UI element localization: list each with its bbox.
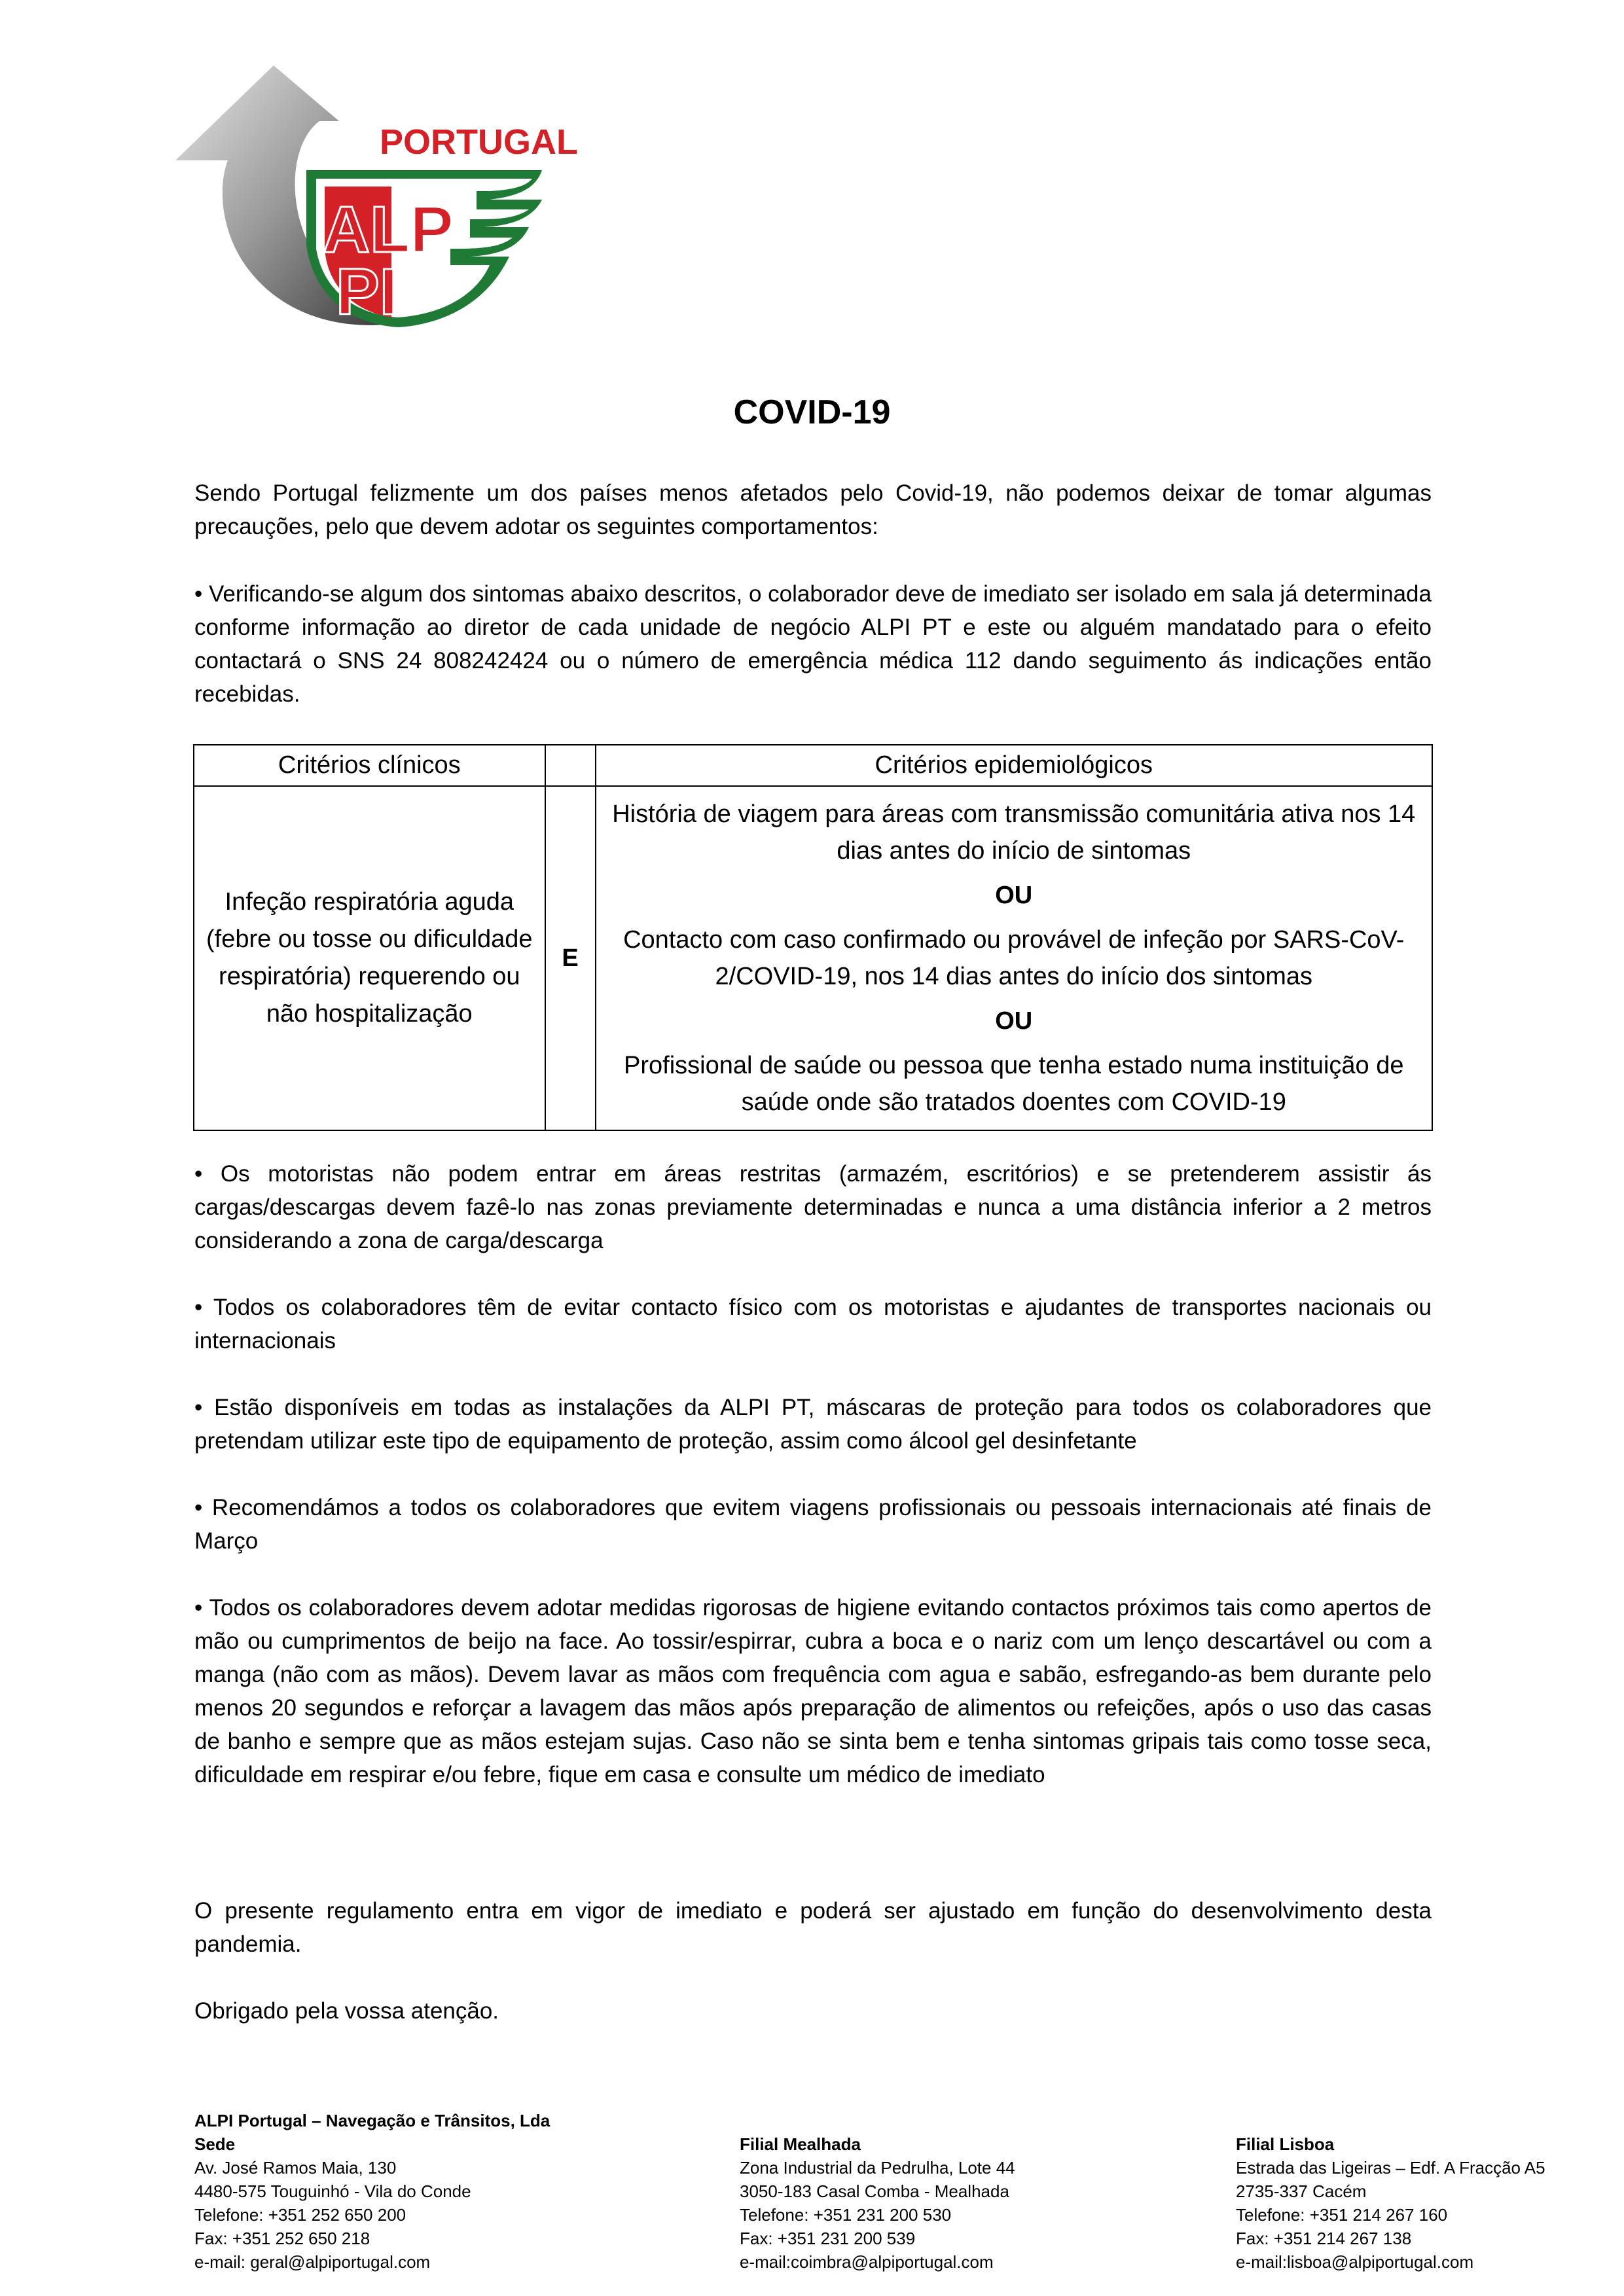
alpi-portugal-logo — [175, 62, 578, 337]
footer-lisboa — [1236, 2132, 1545, 2274]
footer-lisboa-address2: 2735-337 Cacém — [1236, 2181, 1367, 2201]
footer-sede-address1: Av. José Ramos Maia, 130 — [194, 2158, 397, 2178]
footer-sede-label: Sede — [194, 2134, 236, 2154]
closing-paragraph: O presente regulamento entra em vigor de imediato e poderá ser ajustado em função do desenvolvimento desta pandemia. — [194, 1898, 1432, 1957]
header-empty — [545, 745, 596, 786]
bullet-travel: • Recomendámos a todos os colaboradores que evitem viagens profissionais ou pessoais internacionais até finais de Março — [194, 1495, 1432, 1554]
footer-sede-email: e-mail: geral@alpiportugal.com — [194, 2252, 431, 2272]
footer-mealhada-address1: Zona Industrial da Pedrulha, Lote 44 — [740, 2158, 1015, 2178]
footer-lisboa-email: e-mail:lisboa@alpiportugal.com — [1236, 2252, 1474, 2272]
footer-company: ALPI Portugal – Navegação e Trânsitos, Lda — [194, 2111, 550, 2130]
footer-mealhada-fax: Fax: +351 231 200 539 — [740, 2229, 916, 2248]
epidemiological-criteria — [596, 786, 1432, 1130]
clinical-criteria — [194, 786, 545, 1130]
epi-health-professional: Profissional de saúde ou pessoa que tenha estado numa instituição de saúde onde são tratados doentes com COVID-19 — [624, 1052, 1404, 1116]
logo-portugal-text: PORTUGAL — [380, 122, 578, 162]
or-label: OU — [995, 882, 1033, 909]
bullet-contact: • Todos os colaboradores têm de evitar contacto físico com os motoristas e ajudantes de transportes nacionais ou internacionais — [194, 1295, 1432, 1354]
intro-paragraph: Sendo Portugal felizmente um dos países menos afetados pelo Covid-19, não podemos deixar de tomar algumas precauções, pelo que devem adotar os seguintes comportamentos: — [194, 480, 1432, 539]
connector-and: E — [545, 786, 596, 1130]
footer-lisboa-label: Filial Lisboa — [1236, 2134, 1335, 2154]
logo-pi-text: PI — [336, 255, 398, 329]
footer-mealhada-address2: 3050-183 Casal Comba - Mealhada — [740, 2181, 1009, 2201]
bullet-masks: • Estão disponíveis em todas as instalações da ALPI PT, máscaras de proteção para todos os colaboradores que pretendam utilizar este tipo de equipamento de proteção, assim como álcool gel desinfetante — [194, 1395, 1432, 1454]
footer-lisboa-address1: Estrada das Ligeiras – Edf. A Fracção A5 — [1236, 2158, 1545, 2178]
footer-lisboa-fax: Fax: +351 214 267 138 — [1236, 2229, 1412, 2248]
footer-mealhada-email: e-mail:coimbra@alpiportugal.com — [740, 2252, 994, 2272]
clinical-text: Infeção respiratória aguda (febre ou tosse ou dificuldade respiratória) requerendo ou não hospitalização — [206, 888, 533, 1028]
footer-mealhada — [740, 2132, 1015, 2274]
page-title: COVID-19 — [733, 393, 891, 431]
thanks-line: Obrigado pela vossa atenção. — [194, 1998, 499, 2024]
footer-sede — [194, 2109, 550, 2274]
or-label: OU — [995, 1007, 1033, 1035]
criteria-table — [193, 744, 1433, 1131]
epi-travel-history: História de viagem para áreas com transmissão comunitária ativa nos 14 dias antes do início de sintomas — [612, 800, 1416, 865]
logo-alp-text: ALP — [323, 193, 454, 266]
header-epidemiological: Critérios epidemiológicos — [596, 745, 1432, 786]
bullet-drivers: • Os motoristas não podem entrar em áreas restritas (armazém, escritórios) e se pretenderem assistir ás cargas/descargas devem fazê-lo nas zonas previamente determinadas e nunca a uma distância inferior a 2 metros considerando a zona de carga/descarga — [194, 1161, 1432, 1253]
footer-mealhada-phone: Telefone: +351 231 200 530 — [740, 2205, 952, 2225]
footer-sede-phone: Telefone: +351 252 650 200 — [194, 2205, 406, 2225]
footer-mealhada-label: Filial Mealhada — [740, 2134, 861, 2154]
bullet-isolation: • Verificando-se algum dos sintomas abaixo descritos, o colaborador deve de imediato ser isolado em sala já determinada conforme informação ao diretor de cada unidade de negócio ALPI PT e este ou alguém mandatado para o efeito contactará o SNS 24 808242424 ou o número de emergência médica 112 dando seguimento ás indicações então recebidas. — [194, 581, 1432, 707]
bullet-hygiene: • Todos os colaboradores devem adotar medidas rigorosas de higiene evitando contactos próximos tais como apertos de mão ou cumprimentos de beijo na face. Ao tossir/espirrar, cubra a boca e o nariz com um lenço descartável ou com a manga (não com as mãos). Devem lavar as mãos com frequência com agua e sabão, esfregando-as bem durante pelo menos 20 segundos e reforçar a lavagem das mãos após preparação de alimentos ou refeições, após o uso das casas de banho e sempre que as mãos estejam sujas. Caso não se sinta bem e tenha sintomas gripais tais como tosse seca, dificuldade em respirar e/ou febre, fique em casa e consulte um médico de imediato — [194, 1595, 1432, 1787]
epi-contact-case: Contacto com caso confirmado ou provável de infeção por SARS-CoV-2/COVID-19, nos 14 dias antes do início dos sintomas — [623, 926, 1405, 990]
footer-sede-address2: 4480-575 Touguinhó - Vila do Conde — [194, 2181, 471, 2201]
footer-lisboa-phone: Telefone: +351 214 267 160 — [1236, 2205, 1448, 2225]
footer-sede-fax: Fax: +351 252 650 218 — [194, 2229, 370, 2248]
header-clinical: Critérios clínicos — [194, 745, 545, 786]
